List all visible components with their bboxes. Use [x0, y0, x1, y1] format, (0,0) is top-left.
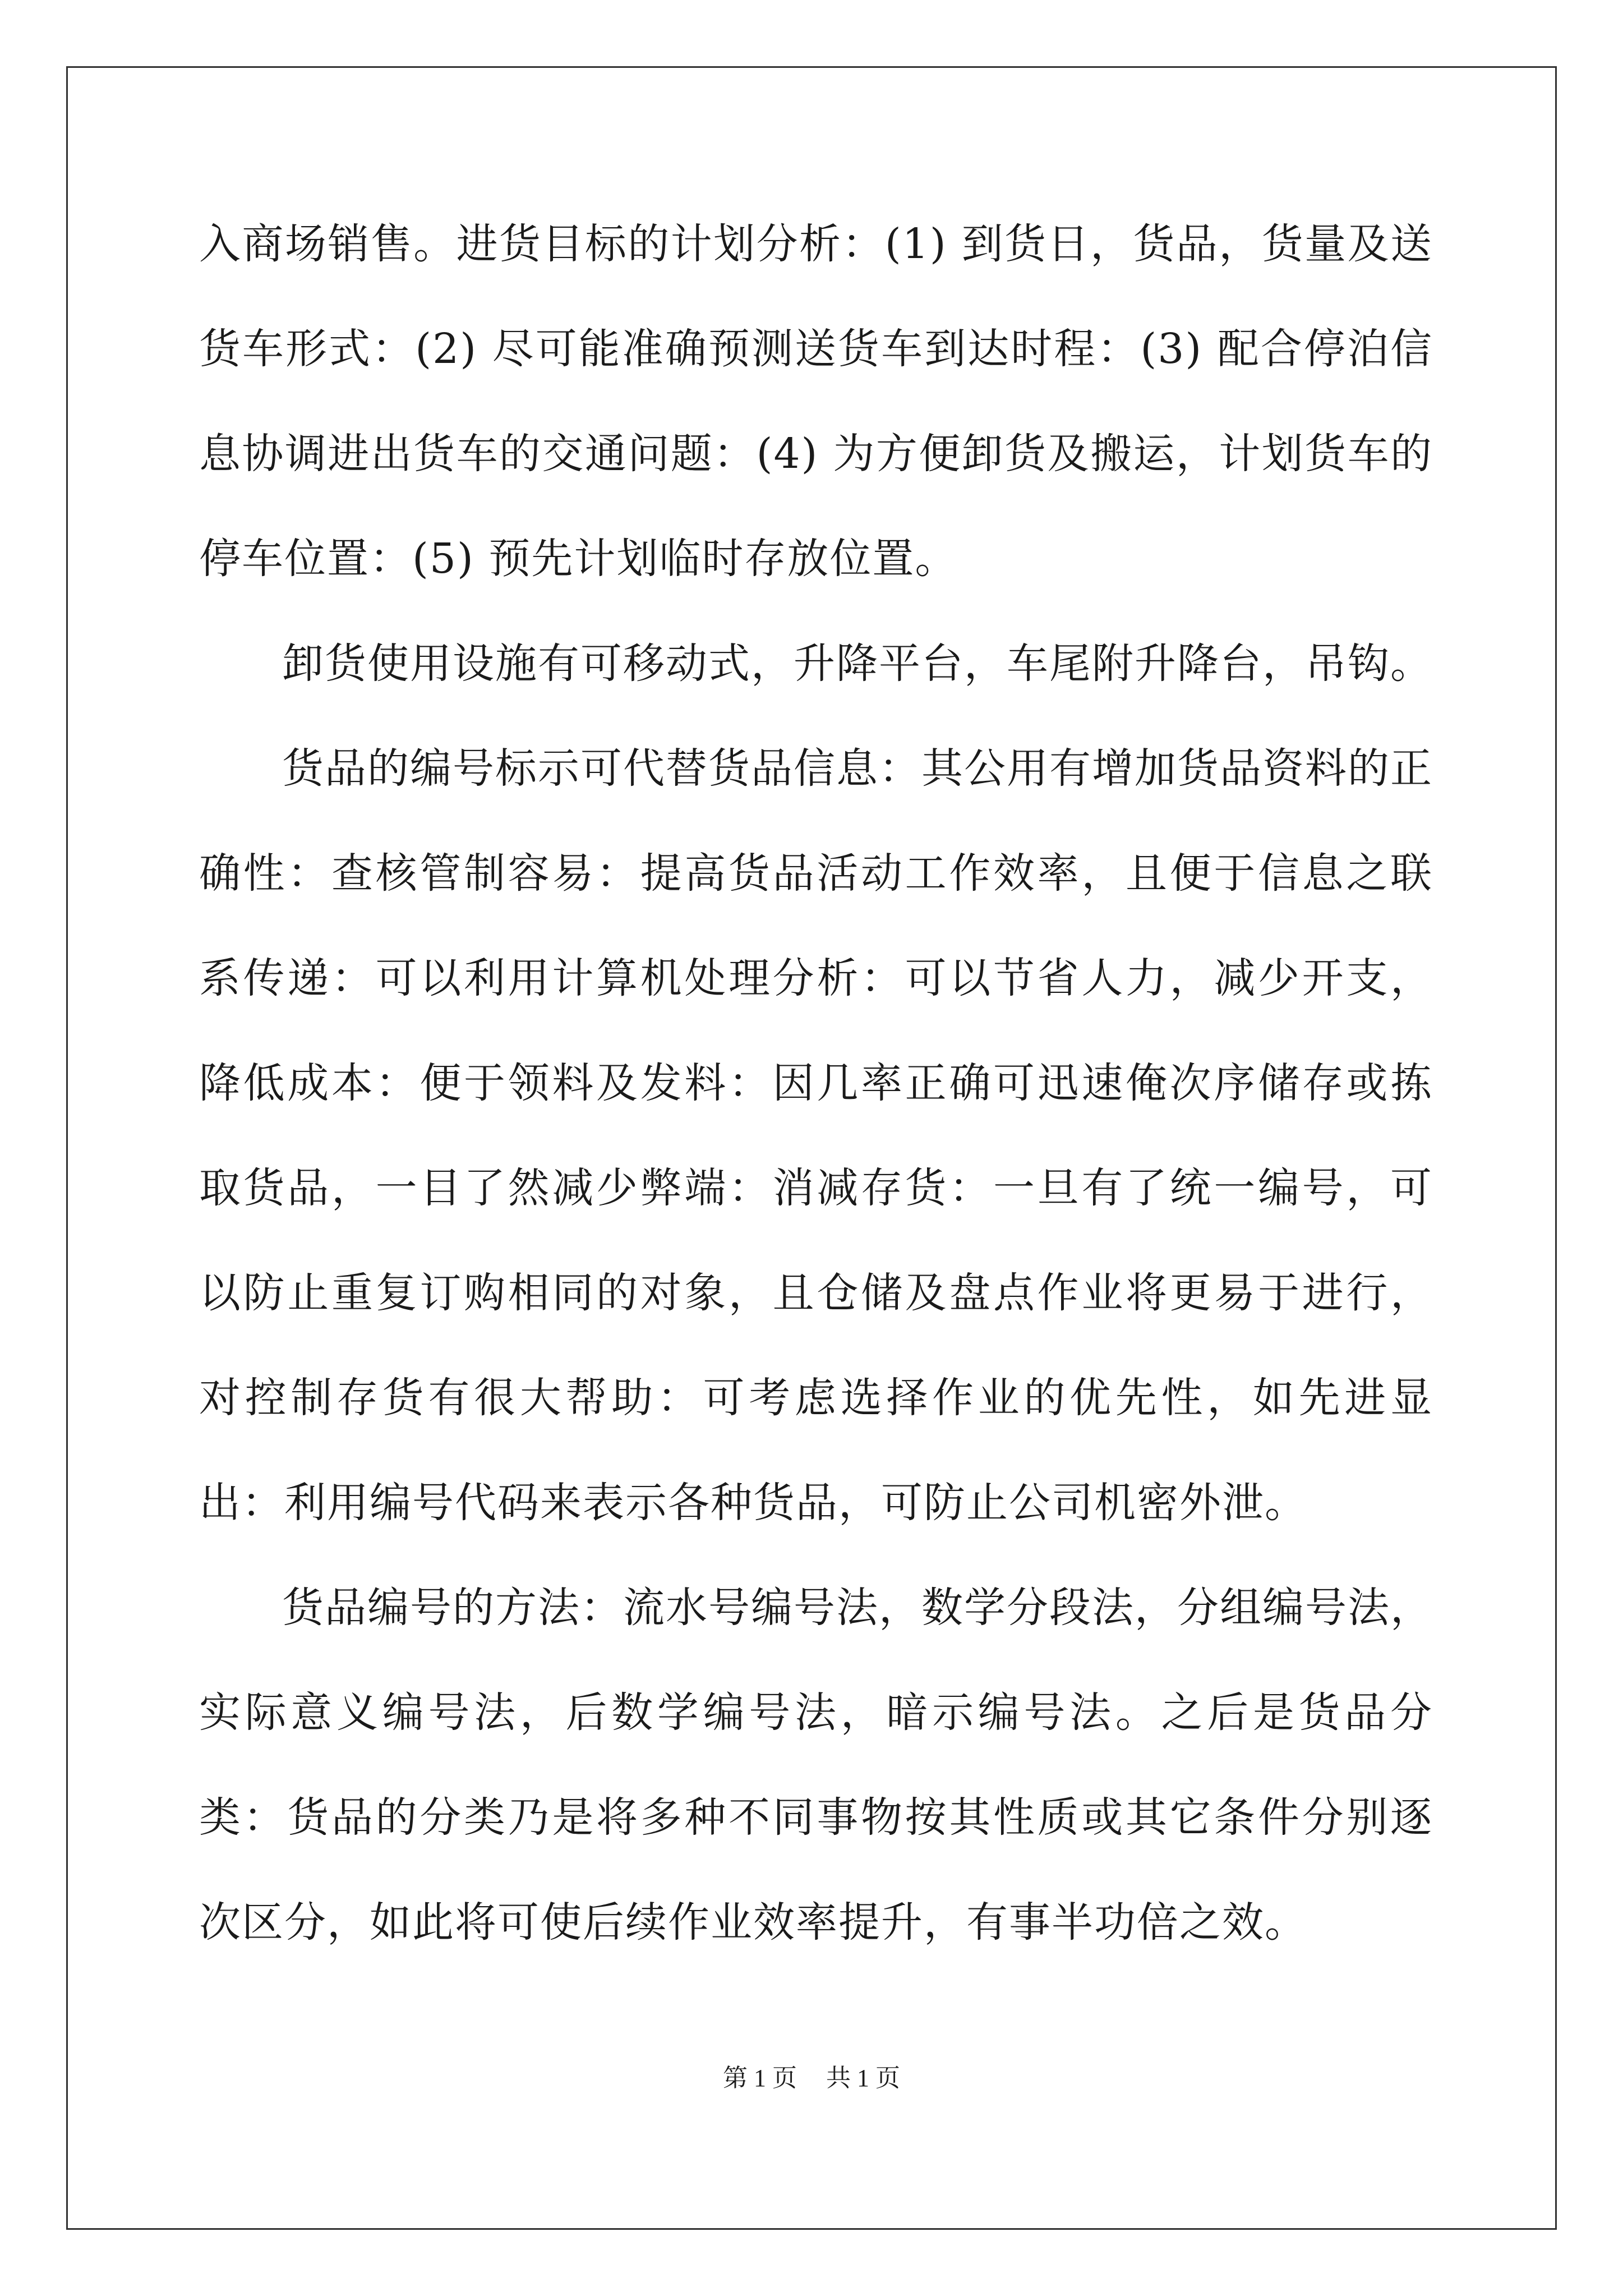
paragraph-2: 卸货使用设施有可移动式，升降平台，车尾附升降台，吊钩。	[282, 639, 1433, 688]
document-body	[199, 192, 1433, 1975]
paragraph-3: 货品的编号标示可代替货品信息：其公用有增加货品资料的正确性：查核管制容易：提高货品活动工作效率，且便于信息之联系传递：可以利用计算机处理分析：可以节省人力，减少开支，降低成本：便于领料及发料：因几率正确可迅速俺次序储存或拣取货品，一目了然减少弊端：消减存货：一旦有了统一编号，可以防止重复订购相同的对象，且仓储及盘点作业将更易于进行，对控制存货有很大帮助：可考虑选择作业的优先性，如先进显出：利用编号代码来表示各种货品，可防止公司机密外泄。	[199, 744, 1433, 1527]
page-total: 共 1 页	[826, 2064, 900, 2092]
paragraph-4: 货品编号的方法：流水号编号法，数学分段法，分组编号法，实际意义编号法，后数学编号法，暗示编号法。之后是货品分类：货品的分类乃是将多种不同事物按其性质或其它条件分别逐次区分，如此将可使后续作业效率提升，有事半功倍之效。	[199, 1584, 1433, 1947]
page-footer	[0, 2058, 1623, 2093]
paragraph-1: 入商场销售。进货目标的计划分析：(1) 到货日，货品，货量及送货车形式：(2) 尽可能准确预测送货车到达时程：(3) 配合停泊信息协调进出货车的交通问题：(4) 为方便卸货及搬运，计划货车的停车位置：(5) 预先计划临时存放位置。	[199, 220, 1433, 583]
page-number: 第 1 页	[723, 2064, 797, 2092]
